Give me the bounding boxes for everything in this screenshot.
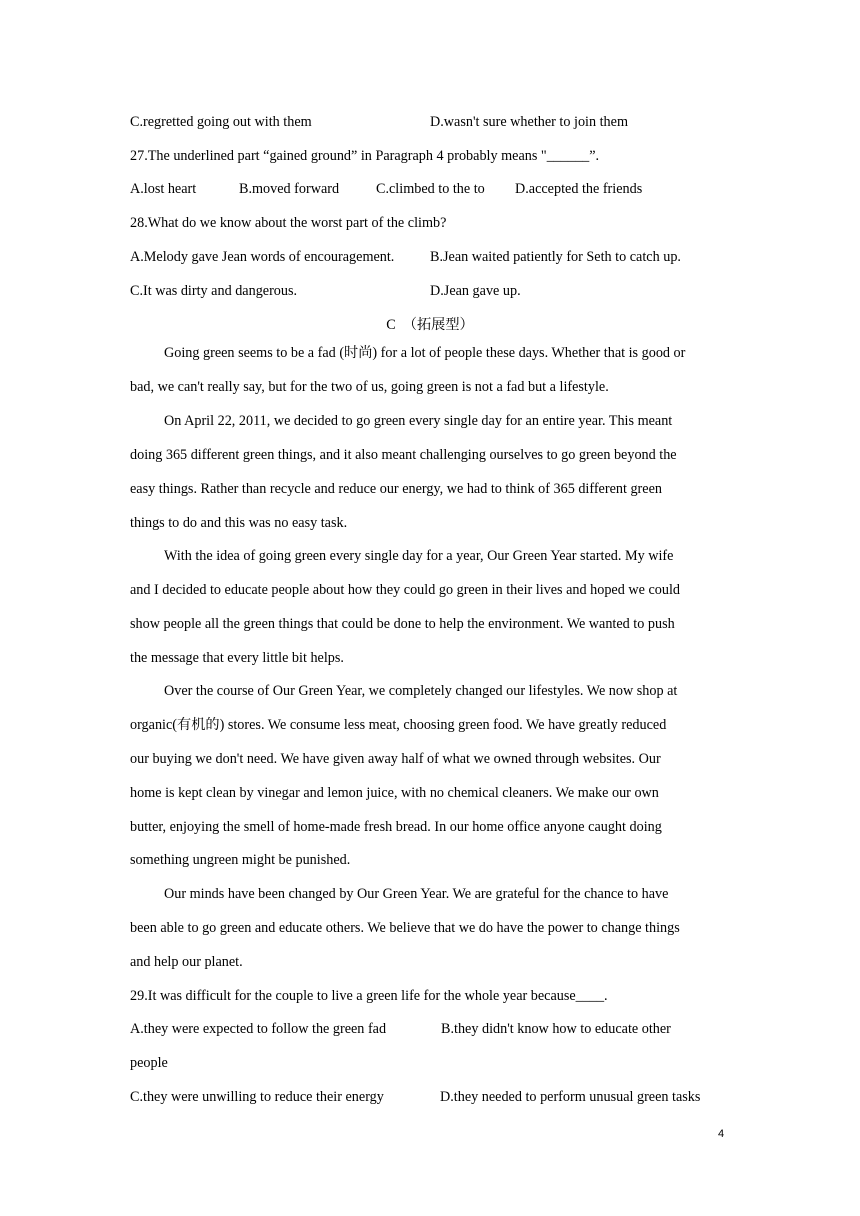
q29-option-c: C.they were unwilling to reduce their energy [130, 1089, 384, 1105]
q28-stem: 28.What do we know about the worst part of the climb? [130, 215, 447, 231]
passage-p3-line4: the message that every little bit helps. [130, 650, 344, 666]
q26-option-d: D.wasn't sure whether to join them [430, 114, 628, 130]
passage-p1-line1: Going green seems to be a fad (时尚) for a lot of people these days. Whether that is good or [164, 345, 686, 361]
q29-stem: 29.It was difficult for the couple to live a green life for the whole year because____. [130, 988, 608, 1004]
q28-option-a: A.Melody gave Jean words of encouragement. [130, 249, 395, 265]
passage-p2-line2: doing 365 different green things, and it also meant challenging ourselves to go green beyond the [130, 447, 677, 463]
passage-p2-line3: easy things. Rather than recycle and reduce our energy, we had to think of 365 different green [130, 481, 662, 497]
q27-option-b: B.moved forward [239, 181, 340, 197]
q27-stem: 27.The underlined part “gained ground” in Paragraph 4 probably means "______”. [130, 148, 600, 164]
passage-p3-line2: and I decided to educate people about how they could go green in their lives and hoped we could [130, 582, 680, 598]
q26-options-row [130, 113, 312, 131]
passage-p2-line4: things to do and this was no easy task. [130, 515, 348, 531]
q29-option-b-wrap: people [130, 1055, 168, 1071]
q28-option-b: B.Jean waited patiently for Seth to catch up. [430, 249, 681, 265]
q27-option-a: A.lost heart [130, 181, 197, 197]
passage-p3-line1: With the idea of going green every single day for a year, Our Green Year started. My wife [164, 548, 674, 564]
page-number: 4 [718, 1128, 725, 1140]
q28-option-c: C.It was dirty and dangerous. [130, 283, 298, 299]
q28-option-d: D.Jean gave up. [430, 283, 521, 299]
section-c-heading: C （拓展型） [386, 317, 474, 333]
passage-p4-line1: Over the course of Our Green Year, we completely changed our lifestyles. We now shop at [164, 683, 678, 699]
passage-p4-line4: home is kept clean by vinegar and lemon juice, with no chemical cleaners. We make our own [130, 785, 659, 801]
q27-option-c: C.climbed to the to [376, 181, 485, 197]
q29-option-a: A.they were expected to follow the green fad [130, 1021, 387, 1037]
passage-p5-line2: been able to go green and educate others. We believe that we do have the power to change things [130, 920, 680, 936]
passage-p5-line3: and help our planet. [130, 954, 243, 970]
passage-p4-line5: butter, enjoying the smell of home-made fresh bread. In our home office anyone caught doing [130, 819, 662, 835]
q27-option-d: D.accepted the friends [515, 181, 643, 197]
q29-option-d: D.they needed to perform unusual green tasks [440, 1089, 701, 1105]
passage-p3-line3: show people all the green things that could be done to help the environment. We wanted to push [130, 616, 675, 632]
q26-option-c: C.regretted going out with them [130, 114, 312, 130]
passage-p4-line3: our buying we don't need. We have given away half of what we owned through websites. Our [130, 751, 661, 767]
q29-option-b: B.they didn't know how to educate other [441, 1021, 671, 1037]
passage-p5-line1: Our minds have been changed by Our Green Year. We are grateful for the chance to have [164, 886, 669, 902]
passage-p4-line2: organic(有机的) stores. We consume less meat, choosing green food. We have greatly reduced [130, 717, 667, 733]
passage-p4-line6: something ungreen might be punished. [130, 852, 351, 868]
passage-p2-line1: On April 22, 2011, we decided to go green every single day for an entire year. This meant [164, 413, 673, 429]
passage-p1-line2: bad, we can't really say, but for the two of us, going green is not a fad but a lifestyle. [130, 379, 609, 395]
